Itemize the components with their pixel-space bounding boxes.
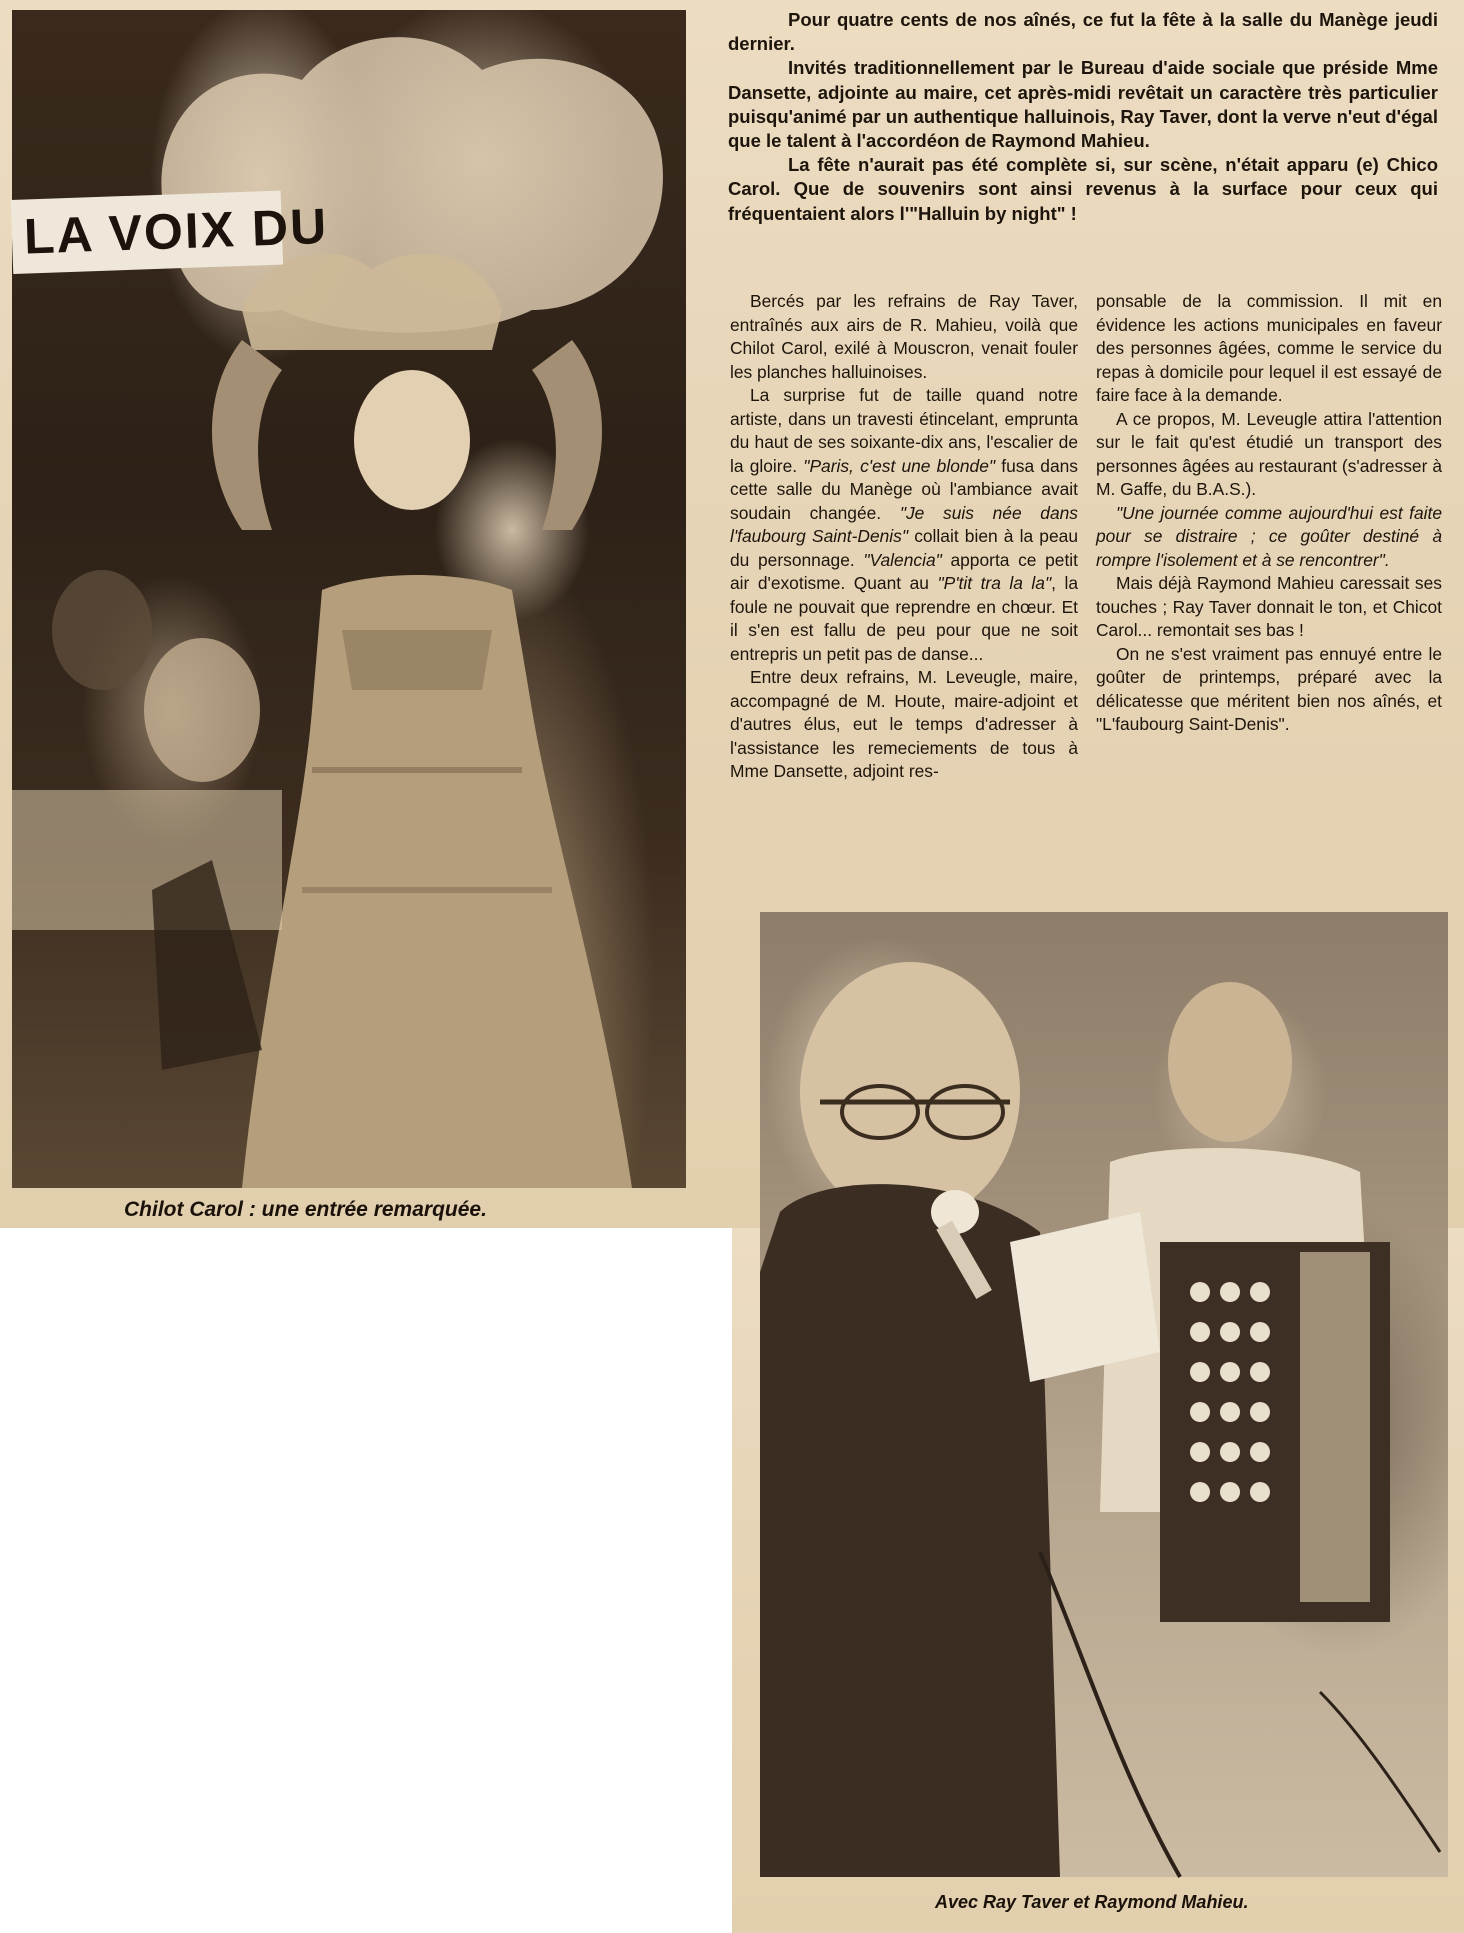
text-run: , la foule ne pouvait que reprendre en chœur. Et il s'en est fallu de peu pour que ne soit entrepris un petit pas de danse... [730,573,1079,664]
article-quote [1096,502,1442,573]
banner-sign: LA VOIX DU [11,191,283,274]
lead-paragraph: Pour quatre cents de nos aînés, ce fut la fête à la salle du Manège jeudi dernier. [728,9,1438,55]
song-title: "P'tit tra la la" [937,573,1052,593]
article-column-right [1096,290,1442,737]
article-column-left [730,290,1078,784]
article-paragraph: On ne s'est vraiment pas ennuyé entre le goûter de printemps, préparé avec la délicatesse que méritent bien nos aînés, et "L'faubourg Saint-Denis". [1096,643,1442,734]
song-title: "Valencia" [863,549,942,570]
photo-caption: Chilot Carol : une entrée remarquée. [124,1198,487,1221]
text-run: apporta ce petit air d'exotisme. Quant au [730,549,1079,593]
photo-caption: Avec Ray Taver et Raymond Mahieu. [935,1892,1249,1912]
article-paragraph: Bercés par les refrains de Ray Taver, entraînés aux airs de R. Mahieu, voilà que Chilot Carol, exilé à Mouscron, venait fouler les planches halluinoises. [730,291,1078,382]
article-paragraph: A ce propos, M. Leveugle attira l'attention sur le fait qu'est étudié un transport des personnes âgées au restaurant (s'adresser à M. Gaffe, du B.A.S.). [1096,408,1442,499]
musicians-figure [760,912,1448,1877]
text-run: fusa dans cette salle du Manège où l'ambiance avait soudain changée. [730,455,1078,523]
article-paragraph: Mais déjà Raymond Mahieu caressait ses touches ; Ray Taver donnait le ton, et Chicot Carol... remontait ses bas ! [1096,573,1442,640]
article-paragraph [730,384,1078,666]
article-paragraph: Entre deux refrains, M. Leveugle, maire, accompagné de M. Houte, maire-adjoint et d'autres élus, eut le temps d'adresser à l'assistance les remeciements de tous à Mme Dansette, adjoint res- [730,667,1078,781]
performer-figure [12,10,686,1188]
text-run: collait bien à la peau du personnage. [730,526,1078,570]
text-run: La surprise fut de taille quand notre artiste, dans un travesti étincelant, emprunta du haut de ses soixante-dix ans, l'escalier de la gloire. [730,385,1078,476]
song-title: "Paris, c'est une blonde" [803,455,996,476]
song-title: "Je suis née dans l'faubourg Saint-Denis" [730,502,1078,546]
quote-text: "Une journée comme aujourd'hui est faite pour se distraire ; ce goûter destiné à rompre l'isolement et à se rencontrer". [1096,502,1442,570]
lead-paragraph: Invités traditionnellement par le Bureau d'aide sociale que préside Mme Dansette, adjointe au maire, cet après-midi revêtait un caractère très particulier puisqu'animé par un authentique halluinois, Ray Taver, dont la verve n'eut d'égal que le talent à l'accordéon de Raymond Mahieu. [728,57,1438,152]
article-lead [728,8,1438,226]
musicians-photo [760,912,1448,1877]
lead-paragraph: La fête n'aurait pas été complète si, sur scène, n'était apparu (e) Chico Carol. Que de souvenirs sont ainsi revenus à la surface pour ceux qui fréquentaient alors l'"Halluin by night" ! [728,154,1438,224]
performer-photo [12,10,686,1188]
article-paragraph: ponsable de la commission. Il mit en évidence les actions municipales en faveur des personnes âgées, comme le service du repas à domicile pour lequel il est essayé de faire face à la demande. [1096,291,1442,405]
